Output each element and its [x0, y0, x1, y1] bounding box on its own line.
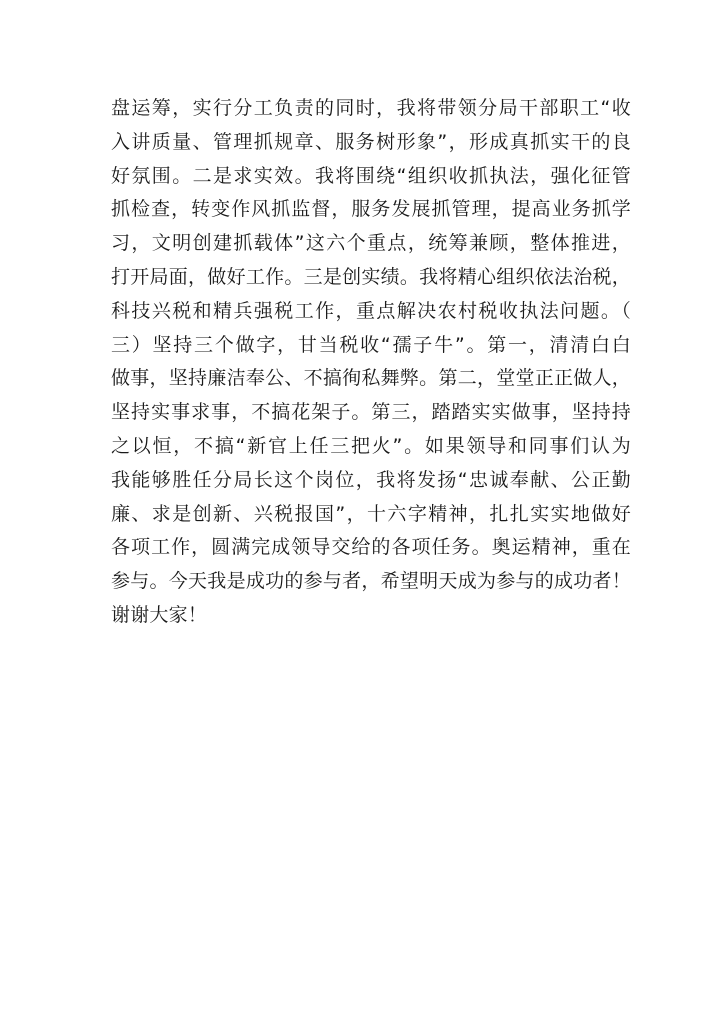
- text-line-6: 打开局面，做好工作。三是创实绩。我将精心组织依法治税，: [111, 265, 631, 288]
- text-line-2: 入讲质量、管理抓规章、服务树形象”，形成真抓实干的良: [111, 130, 631, 153]
- text-line-5: 习，文明创建抓载体”这六个重点，统筹兼顾，整体推进，: [111, 232, 631, 255]
- text-line-10: 坚持实事求事，不搞花架子。第三，踏踏实实做事，坚持持: [111, 401, 631, 424]
- text-line-15: 参与。今天我是成功的参与者，希望明天成为参与的成功者！: [111, 570, 631, 593]
- text-line-9: 做事，坚持廉洁奉公、不搞徇私舞弊。第二，堂堂正正做人，: [111, 367, 631, 390]
- text-line-11: 之以恒，不搞“新官上任三把火”。如果领导和同事们认为: [111, 434, 631, 457]
- text-line-1: 盘运筹，实行分工负责的同时，我将带领分局干部职工“收: [111, 97, 631, 119]
- text-line-3: 好氛围。二是求实效。我将围绕“组织收抓执法，强化征管: [111, 164, 631, 187]
- text-line-14: 各项工作，圆满完成领导交给的各项任务。奥运精神，重在: [111, 536, 631, 559]
- text-line-4: 抓检查，转变作风抓监督，服务发展抓管理，提高业务抓学: [111, 198, 631, 221]
- text-line-7: 科技兴税和精兵强税工作，重点解决农村税收执法问题。（: [111, 299, 631, 322]
- text-line-12: 我能够胜任分局长这个岗位，我将发扬“忠诚奉献、公正勤: [111, 468, 631, 491]
- text-line-13: 廉、求是创新、兴税报国”，十六字精神，扎扎实实地做好: [111, 502, 631, 525]
- text-line-8: 三）坚持三个做字，甘当税收“孺子牛”。第一，清清白白: [111, 333, 631, 356]
- text-line-16: 谢谢大家！: [111, 603, 208, 626]
- body-text: [111, 92, 631, 633]
